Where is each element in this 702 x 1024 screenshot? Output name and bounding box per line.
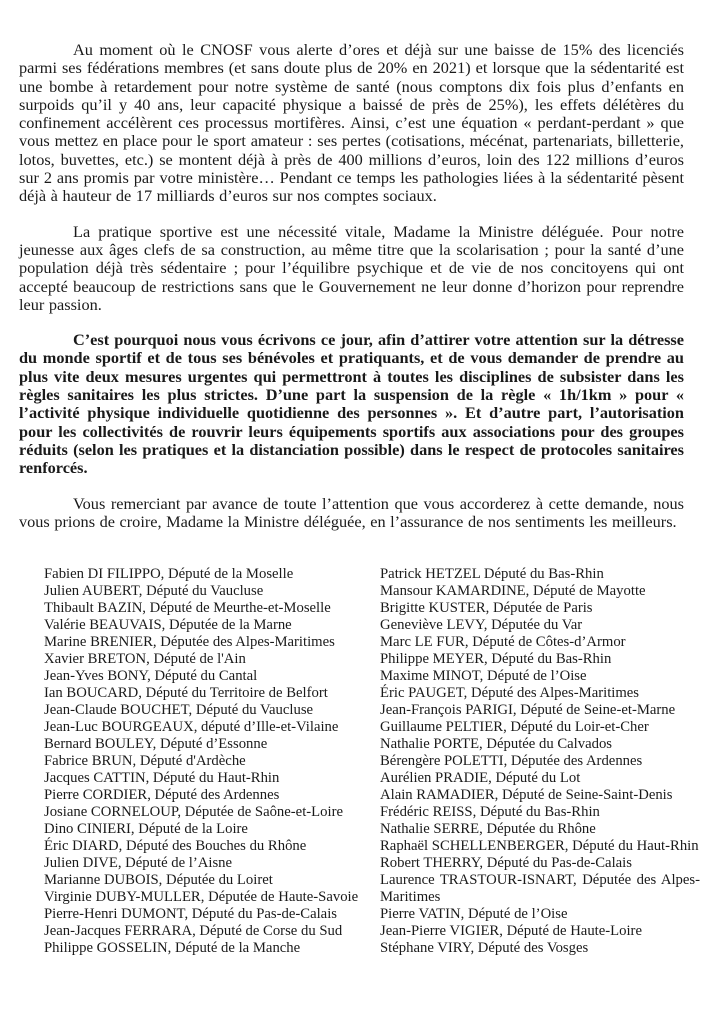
signatory-item: Pierre VATIN, Député de l’Oise [380, 906, 568, 923]
paragraph-remerciements: Vous remerciant par avance de toute l’attention que vous accorderez à cette demande, nous vous prions de croire, Madame la Ministre déléguée, en l’assurance de nos sentiments les meilleurs. [19, 493, 684, 531]
signatory-item: Philippe GOSSELIN, Député de la Manche [44, 940, 301, 957]
signatory-item: Maxime MINOT, Député de l’Oise [380, 668, 587, 685]
signatory-item: Alain RAMADIER, Député de Seine-Saint-Denis [380, 787, 673, 804]
paragraph-demandes-urgentes: C’est pourquoi nous vous écrivons ce jour, afin d’attirer votre attention sur la détresse du monde sportif et de tous ses bénévoles et pratiquants, et de vous demander de prendre au plus vite deux mesures urgentes qui permettront à toutes les disciplines de subsister dans les règles sanitaires les plus strictes. D’une part la suspension de la règle « 1h/1km » pour « l’activité physique individuelle quotidienne des personnes ». Et d’autre part, l’autorisation pour les collectivités de rouvrir leurs équipements sportifs aux associations pour des groupes réduits (selon les pratiques et la distanciation possible) dans le respect de protocoles sanitaires renforcés. [19, 330, 684, 478]
signatory-item: Jean-Jacques FERRARA, Député de Corse du Sud [44, 923, 343, 940]
signatory-item: Nathalie PORTE, Députée du Calvados [380, 736, 613, 753]
signatory-item: Stéphane VIRY, Député des Vosges [380, 940, 589, 957]
signatory-item: Geneviève LEVY, Députée du Var [380, 617, 583, 634]
signatory-item: Laurence TRASTOUR-ISNART, Députée des Alpes-Maritimes [380, 872, 700, 906]
signatory-item: Brigitte KUSTER, Députée de Paris [380, 600, 593, 617]
signatory-item: Marc LE FUR, Député de Côtes-d’Armor [380, 634, 626, 651]
signatory-item: Robert THERRY, Député du Pas-de-Calais [380, 855, 632, 872]
signatory-item: Raphaël SCHELLENBERGER, Député du Haut-Rhin [380, 838, 699, 855]
signatory-item: Éric PAUGET, Député des Alpes-Maritimes [380, 685, 640, 702]
signatory-item: Bernard BOULEY, Député d’Essonne [44, 736, 268, 753]
signatory-item: Aurélien PRADIE, Député du Lot [380, 770, 581, 787]
signatory-item: Marine BRENIER, Députée des Alpes-Maritimes [44, 634, 335, 651]
signatories-section [44, 566, 700, 957]
signatory-item: Xavier BRETON, Député de l'Ain [44, 651, 246, 668]
signatory-item: Mansour KAMARDINE, Député de Mayotte [380, 583, 646, 600]
signatory-item: Marianne DUBOIS, Députée du Loiret [44, 872, 273, 889]
signatory-item: Frédéric REISS, Député du Bas-Rhin [380, 804, 600, 821]
signatory-item: Guillaume PELTIER, Député du Loir-et-Cher [380, 719, 649, 736]
signatory-item: Josiane CORNELOUP, Députée de Saône-et-Loire [44, 804, 343, 821]
signatories-column-right [380, 566, 700, 957]
signatory-item: Thibault BAZIN, Député de Meurthe-et-Moselle [44, 600, 331, 617]
paragraph-cnosf-alert: Au moment où le CNOSF vous alerte d’ores et déjà sur une baisse de 15% des licenciés parmi ses fédérations membres (et sans doute plus de 20% en 2021) et lorsque que la sédentarité est une bombe à retardement pour notre système de santé (nous comptons dix fois plus d’enfants en surpoids qu’il y 40 ans, leur capacité physique a baissé de près de 25%), les effets délétères du confinement accélèrent ces processus mortifères. Ainsi, c’est une équation « perdant-perdant » que vous mettez en place pour le sport amateur : ses pertes (cotisations, mécénat, partenariats, billetterie, lotos, buvettes, etc.) se montent déjà à près de 400 millions d’euros, loin des 122 millions d’euros sur 2 ans promis par votre ministère… Pendant ce temps les pathologies liées à la sédentarité pèsent déjà à hauteur de 17 milliards d’euros sur nos comptes sociaux. [19, 40, 684, 206]
signatory-item: Philippe MEYER, Député du Bas-Rhin [380, 651, 612, 668]
paragraph-pratique-sportive: La pratique sportive est une nécessité vitale, Madame la Ministre déléguée. Pour notre jeunesse aux âges clefs de sa construction, au même titre que la scolarisation ; pour la santé d’une population déjà très sédentaire ; pour l’équilibre psychique et de vie de nos concitoyens qui ont accepté beaucoup de restrictions sans que le Gouvernement ne leur donne d’horizon pour reprendre leur passion. [19, 221, 684, 314]
signatory-item: Julien AUBERT, Député du Vaucluse [44, 583, 264, 600]
signatory-item: Jean-Luc BOURGEAUX, député d’Ille-et-Vilaine [44, 719, 339, 736]
signatory-item: Éric DIARD, Député des Bouches du Rhône [44, 838, 307, 855]
signatory-item: Jacques CATTIN, Député du Haut-Rhin [44, 770, 280, 787]
signatory-item: Ian BOUCARD, Député du Territoire de Belfort [44, 685, 328, 702]
signatory-item: Julien DIVE, Député de l’Aisne [44, 855, 233, 872]
signatory-item: Dino CINIERI, Député de la Loire [44, 821, 248, 838]
signatory-item: Fabien DI FILIPPO, Député de la Moselle [44, 566, 294, 583]
signatory-item: Jean-Pierre VIGIER, Député de Haute-Loire [380, 923, 642, 940]
signatory-item: Nathalie SERRE, Députée du Rhône [380, 821, 596, 838]
signatories-column-left [44, 566, 380, 957]
signatory-item: Bérengère POLETTI, Députée des Ardennes [380, 753, 643, 770]
signatory-item: Virginie DUBY-MULLER, Députée de Haute-Savoie [44, 889, 359, 906]
signatory-item: Jean-Yves BONY, Député du Cantal [44, 668, 258, 685]
signatory-item: Fabrice BRUN, Député d'Ardèche [44, 753, 246, 770]
signatory-item: Valérie BEAUVAIS, Députée de la Marne [44, 617, 292, 634]
signatory-item: Patrick HETZEL Député du Bas-Rhin [380, 566, 604, 583]
signatory-item: Pierre-Henri DUMONT, Député du Pas-de-Calais [44, 906, 337, 923]
signatory-item: Jean-Claude BOUCHET, Député du Vaucluse [44, 702, 314, 719]
signatory-item: Pierre CORDIER, Député des Ardennes [44, 787, 280, 804]
signatory-item: Jean-François PARIGI, Député de Seine-et-Marne [380, 702, 676, 719]
